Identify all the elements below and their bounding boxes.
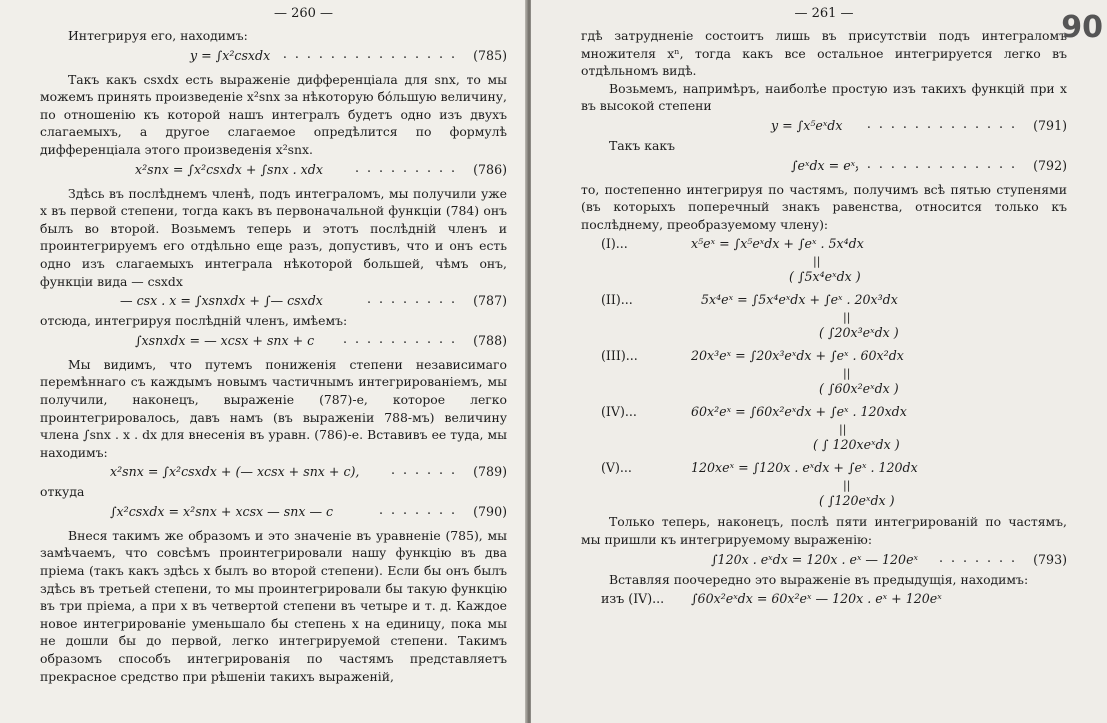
leader-dots: . . . . . . . — [378, 501, 457, 517]
equation-number: (787) — [473, 293, 507, 309]
final-equation — [581, 588, 1067, 610]
equality-bar: || — [839, 423, 847, 437]
stage-row — [581, 345, 1067, 371]
paragraph: то, постепенно интегрируя по частямъ, получимъ всѣ пятью ступенями (въ которыхъ поперечный знакъ равенства, относится только къ послѣднему, преобразуемому члену): — [581, 181, 1067, 232]
stage-expression: 60x²eˣ = ∫60x²eˣdx + ∫eˣ . 120xdx — [691, 404, 907, 420]
page-260 — [0, 0, 527, 723]
equation-791 — [581, 115, 1067, 137]
paragraph: Возьмемъ, напримѣръ, наиболѣе простую изъ такихъ функцій при x въ высокой степени — [581, 80, 1067, 114]
equality-bar: || — [813, 255, 821, 269]
paragraph: Мы видимъ, что путемъ пониженія степени независимаго перемѣннаго съ каждымъ новымъ частичнымъ интегрированіемъ, мы получили, наконецъ, выраженіе (787)-е, которое легко проинтегрировалось, давъ намъ (въ выраженіи 788-мъ) величину члена ∫snx . x . dx для внесенія въ уравн. (786)-е. Вставивъ ее туда, мы находимъ: — [40, 356, 507, 460]
equation-number: (793) — [1033, 551, 1067, 567]
handwritten-mark: 90 — [1061, 10, 1103, 45]
stage-bracket — [581, 423, 1067, 457]
paragraph: Здѣсь въ послѣднемъ членѣ, подъ интеграломъ, мы получили уже x въ первой степени, тогда какъ въ первоначальной функціи (784) онъ былъ во второй. Возьмемъ теперь и этотъ послѣдній членъ и проинтегрируемъ его отдѣльно еще разъ, допустивъ, что и онъ есть одно изъ слагаемыхъ интеграла нѣкоторой большей, чѣмъ онъ, функціи вида — csxdx — [40, 185, 507, 289]
integration-stages — [581, 233, 1067, 513]
equation-785 — [40, 45, 507, 67]
stage-row — [581, 233, 1067, 259]
stage-label: (V)... — [601, 460, 632, 476]
leader-dots: . . . . . . . . . — [354, 159, 457, 175]
stage-row — [581, 457, 1067, 483]
paragraph: Только теперь, наконецъ, послѣ пяти интегрированій по частямъ, мы пришли къ интегрируемому выраженію: — [581, 514, 1067, 547]
stage-bracket — [581, 255, 1067, 289]
stage-row — [581, 289, 1067, 315]
stage-subterm: ( ∫5x⁴eˣdx ) — [789, 269, 861, 285]
equation-expression: — csx . x = ∫xsnxdx + ∫— csxdx — [120, 293, 323, 309]
equality-bar: || — [843, 367, 851, 381]
equation-number: (788) — [473, 332, 507, 348]
stage-bracket — [581, 479, 1067, 513]
equation-expression: ∫xsnxdx = — xcsx + snx + c — [135, 332, 315, 348]
stage-label: (IV)... — [601, 404, 637, 420]
equation-expression: x²snx = ∫x²csxdx + ∫snx . xdx — [135, 161, 323, 177]
equation-number: (785) — [473, 47, 507, 63]
page-number: — 260 — — [273, 6, 334, 21]
equation-expression: ∫120x . eˣdx = 120x . eˣ — 120eˣ — [711, 551, 918, 567]
stage-subterm: ( ∫120eˣdx ) — [819, 493, 895, 509]
page-number: — 261 — — [794, 6, 854, 21]
equation-793 — [581, 549, 1067, 571]
leader-dots: . . . . . . — [390, 462, 457, 478]
equation-789 — [40, 461, 507, 483]
page-261 — [531, 0, 1107, 723]
final-label: изъ (IV)... — [601, 591, 665, 607]
equality-bar: || — [843, 479, 851, 493]
equation-expression: ∫x²csxdx = x²snx + xcsx — snx — c — [110, 503, 334, 519]
equation-788 — [40, 330, 507, 352]
equation-792 — [581, 155, 1067, 177]
leader-dots: . . . . . . . — [938, 549, 1017, 565]
stage-expression: x⁵eˣ = ∫x⁵eˣdx + ∫eˣ . 5x⁴dx — [691, 236, 864, 252]
equation-786 — [40, 159, 507, 181]
equation-number: (786) — [473, 161, 507, 177]
leader-dots: . . . . . . . . . . . . . . . — [842, 155, 1017, 171]
equation-number: (791) — [1033, 117, 1067, 133]
paragraph: отсюда, интегрируя послѣдній членъ, имѣемъ: — [40, 313, 348, 329]
equation-number: (790) — [473, 503, 507, 519]
stage-bracket — [581, 367, 1067, 401]
equation-expression: y = ∫x⁵eˣdx — [771, 117, 843, 133]
paragraph: Такъ какъ — [609, 137, 675, 153]
stage-label: (III)... — [601, 348, 638, 364]
equation-expression: ∫eˣdx = eˣ, — [791, 157, 860, 173]
equation-787 — [40, 290, 507, 312]
stage-subterm: ( ∫20x³eˣdx ) — [819, 325, 899, 341]
stage-label: (II)... — [601, 292, 633, 308]
stage-label: (I)... — [601, 236, 628, 252]
leader-dots: . . . . . . . . — [366, 291, 457, 307]
paragraph: гдѣ затрудненіе состоитъ лишь въ присутствіи подъ интеграломъ множителя xⁿ, тогда какъ все остальное интегрируется легко въ отдѣльномъ видѣ. — [581, 28, 1067, 79]
stage-row — [581, 401, 1067, 427]
stage-subterm: ( ∫ 120xeˣdx ) — [813, 437, 900, 453]
stage-expression: 5x⁴eˣ = ∫5x⁴eˣdx + ∫eˣ . 20x³dx — [701, 292, 898, 308]
equality-bar: || — [843, 311, 851, 325]
equation-790 — [40, 501, 507, 523]
leader-dots: . . . . . . . . . . . . . — [866, 115, 1017, 131]
leader-dots: . . . . . . . . . . — [342, 330, 457, 346]
equation-expression: y = ∫x²csxdx — [190, 47, 271, 63]
paragraph: Вставляя поочередно это выраженіе въ предыдущія, находимъ: — [609, 571, 1029, 587]
stage-bracket — [581, 311, 1067, 345]
equation-number: (792) — [1033, 157, 1067, 173]
stage-expression: 20x³eˣ = ∫20x³eˣdx + ∫eˣ . 60x²dx — [691, 348, 904, 364]
paragraph: Такъ какъ csxdx есть выраженіе дифференціала для snx, то мы можемъ принять произведеніе x²snx за нѣкоторую бо́льшую величину, по отношенію къ которой нашъ интегралъ будетъ одно изъ двухъ слагаемыхъ, а другое слагаемое опредѣлится по формулѣ дифференціала этого произведенія x²snx. — [40, 71, 507, 157]
leader-dots: . . . . . . . . . . . . . . . — [282, 45, 457, 61]
stage-subterm: ( ∫60x²eˣdx ) — [819, 381, 899, 397]
equation-number: (789) — [473, 464, 507, 480]
paragraph: Внеся такимъ же образомъ и это значеніе въ уравненіе (785), мы замѣчаемъ, что совсѣмъ проинтегрировали нашу функцію въ два пріема (такъ какъ здѣсь x былъ во второй степени). Если бы онъ былъ здѣсь въ третьей степени, то мы проинтегрировали бы такую функцію въ три пріема, а при x въ четвертой степени въ четыре и т. д. Каждое новое интегрированіе уменьшало бы степень x на единицу, пока мы не дошли бы до первой, легко интегрируемой степени. Такимъ образомъ способъ интегрированія по частямъ представляетъ прекрасное средство при рѣшеніи такихъ выраженій, — [40, 527, 507, 684]
equation-expression: ∫60x²eˣdx = 60x²eˣ — 120x . eˣ + 120eˣ — [691, 591, 942, 607]
paragraph: Интегрируя его, находимъ: — [68, 28, 248, 43]
equation-expression: x²snx = ∫x²csxdx + (— xcsx + snx + c), — [110, 464, 360, 480]
stage-expression: 120xeˣ = ∫120x . eˣdx + ∫eˣ . 120dx — [691, 460, 918, 476]
paragraph: откуда — [40, 484, 85, 500]
